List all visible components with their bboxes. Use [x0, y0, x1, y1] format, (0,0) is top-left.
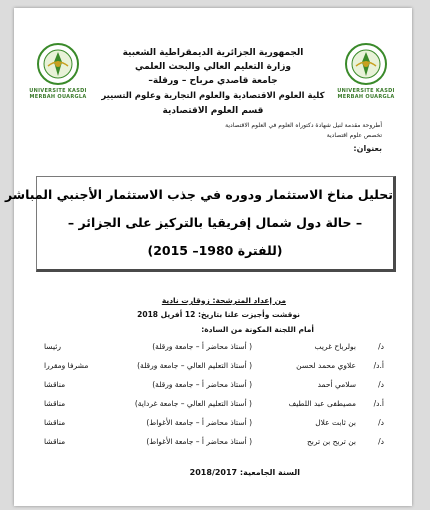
- committee-member: [44, 418, 384, 430]
- member-title: د/: [378, 342, 384, 351]
- titled-label: بعنوان:: [353, 144, 382, 153]
- faculty-name: كلية العلوم الاقتصادية والعلوم التجارية وعلوم التسيير: [101, 91, 325, 101]
- member-title: د/: [378, 437, 384, 446]
- prepared-by: من إعداد المترشحة: زوقارت نادية: [161, 296, 286, 305]
- member-rank: ( أستاذ محاضر أ – جامعة ورقلة): [152, 380, 252, 389]
- committee-member: [44, 380, 384, 392]
- member-title: أ.د/: [373, 361, 384, 370]
- member-role: مناقشا: [44, 437, 66, 446]
- member-rank: ( أستاذ محاضر أ – جامعة الأغواط): [146, 418, 252, 427]
- thesis-title-box: [5, 176, 396, 272]
- ministry-name: وزارة التعليم العالي والبحث العلمي: [134, 62, 292, 72]
- committee-heading: أمام اللجنة المكونة من السادة:: [201, 325, 314, 334]
- logo-caption-left: UNIVERSITE KASDI MERBAH OUARGLA: [29, 88, 87, 100]
- member-name: سلامي أحمد: [317, 380, 356, 389]
- thesis-description: أطروحة مقدمة لنيل شهادة دكتوراه العلوم في العلوم الاقتصادية: [225, 122, 382, 129]
- member-name: مصيطفى عبد اللطيف: [288, 399, 356, 408]
- thesis-title-line-2: – حالة دول شمال إفريقيا بالتركيز على الجزائر –: [67, 215, 363, 230]
- member-title: د/: [378, 380, 384, 389]
- university-logo-left: [36, 42, 80, 86]
- member-role: مناقشا: [44, 399, 66, 408]
- specialty: تخصص علوم اقتصادية: [326, 132, 382, 139]
- thesis-title-line-1: تحليل مناخ الاستثمار ودوره في جذب الاستثمار الأجنبي المباشر: [5, 187, 393, 202]
- university-logo-right: [344, 42, 388, 86]
- defense-date: نوقشت وأجيزت علنا بتاريخ: 12 أفريل 2018: [137, 310, 300, 319]
- member-name: بن ثابت علال: [315, 418, 356, 427]
- member-role: مناقشا: [44, 418, 66, 427]
- member-rank: ( أستاذ التعليم العالي – جامعة غرداية): [134, 399, 252, 408]
- member-title: د/: [378, 418, 384, 427]
- thesis-title-line-3: (للفترة 1980– 2015): [147, 243, 283, 258]
- member-rank: ( أستاذ محاضر أ – جامعة ورقلة): [152, 342, 252, 351]
- republic-name: الجمهورية الجزائرية الديمقراطية الشعبية: [122, 48, 304, 58]
- member-rank: ( أستاذ التعليم العالي – جامعة ورقلة): [137, 361, 252, 370]
- member-name: علاوي محمد لحسن: [296, 361, 356, 370]
- academic-year: السنة الجامعية: 2018/2017: [189, 468, 300, 477]
- committee-member: [44, 342, 384, 354]
- member-role: رئيسا: [44, 342, 61, 351]
- committee-member: [44, 361, 384, 373]
- member-name: بولرباح غريب: [314, 342, 356, 351]
- logo-caption-right: UNIVERSITE KASDI MERBAH OUARGLA: [337, 88, 395, 100]
- member-name: بن تربح بن تربح: [306, 437, 356, 446]
- committee-member: [44, 399, 384, 411]
- committee-member: [44, 437, 384, 449]
- member-title: أ.د/: [373, 399, 384, 408]
- university-name: جامعة قاصدي مرباح – ورقلة–: [148, 76, 278, 86]
- document-page: [5, 8, 412, 506]
- member-role: مشرفا ومقررا: [44, 361, 89, 370]
- member-role: مناقشا: [44, 380, 66, 389]
- department-name: قسم العلوم الاقتصادية: [162, 106, 264, 116]
- member-rank: ( أستاذ محاضر أ – جامعة الأغواط): [146, 437, 252, 446]
